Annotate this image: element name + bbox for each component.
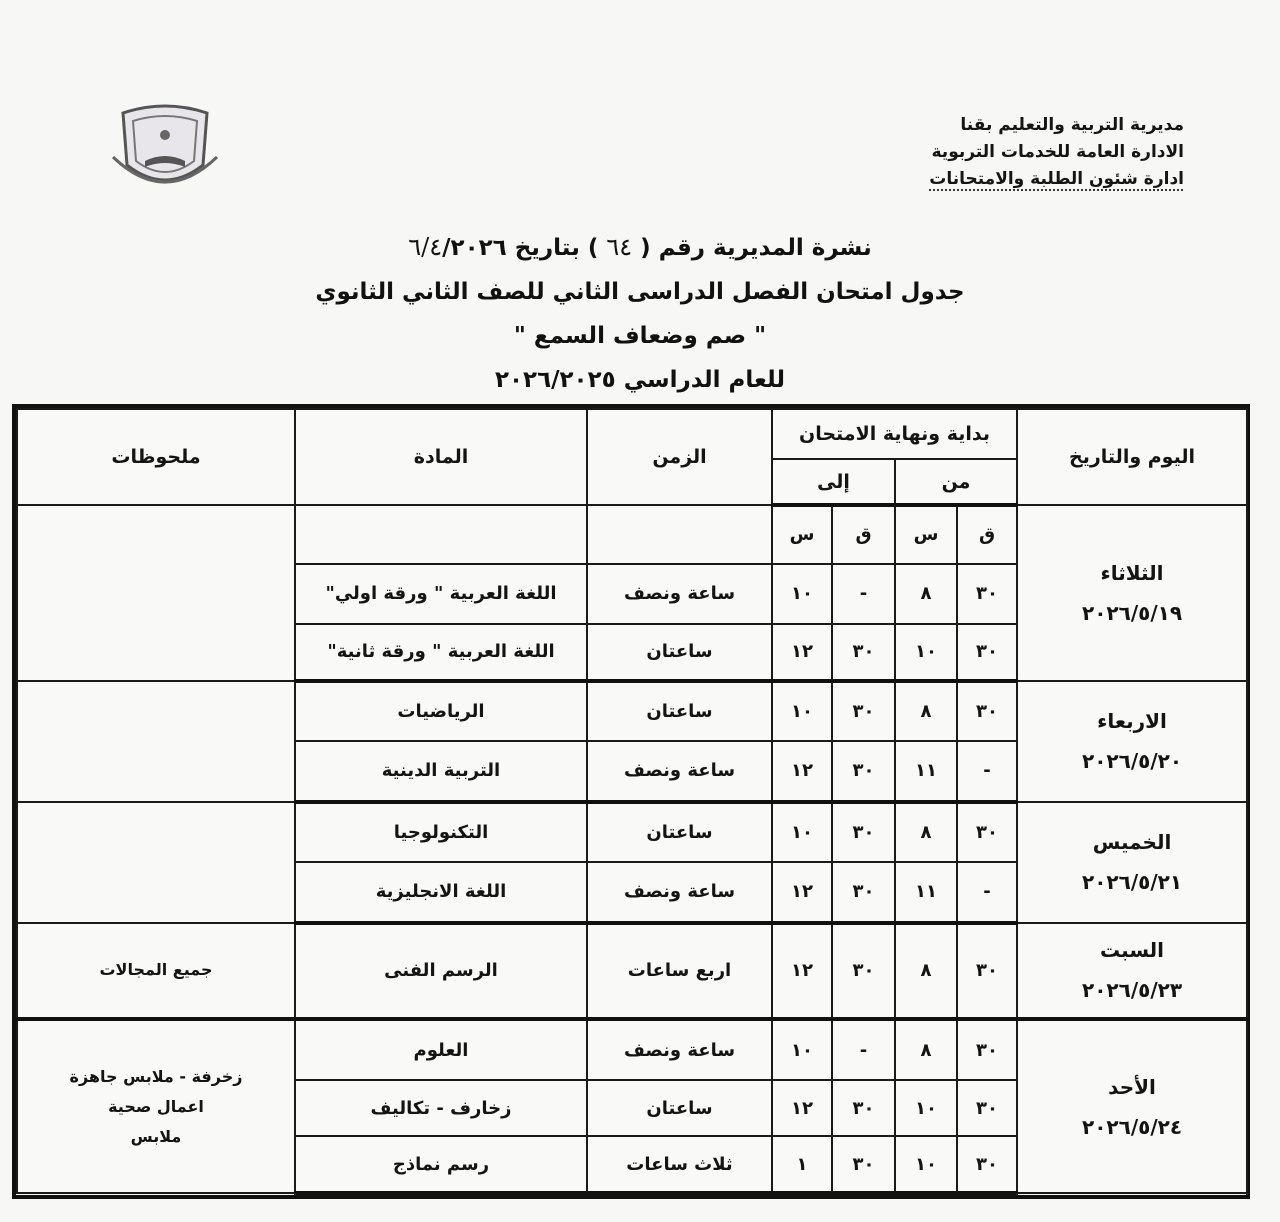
exam-duration: ساعة ونصف [587,862,772,923]
exam-date: ٢٠٢٦/٥/٢٠ [1081,749,1183,774]
exam-subject: زخارف - تكاليف [295,1080,587,1136]
from-hour: ٨ [895,681,957,742]
to-hour: ١٢ [772,923,832,1020]
exam-subject: اللغة العربية " ورقة اولي" [295,564,587,625]
to-minutes: ٣٠ [832,624,895,680]
header-day-date: اليوم والتاريخ [1017,409,1247,505]
from-minutes: ٣٠ [957,681,1017,742]
empty-cell [295,505,587,564]
org-line-directorate: مديرية التربية والتعليم بقنا [960,115,1184,135]
to-minutes: ٣٠ [832,862,895,923]
exam-duration: ساعتان [587,624,772,680]
to-minutes: ٣٠ [832,802,895,863]
to-hours-label: س [772,505,832,564]
note-text: ملابس [130,1126,182,1146]
exam-schedule-table [12,404,1250,1199]
bulletin-mid: ) بتاريخ [514,235,599,261]
day-date-cell [1017,505,1247,681]
to-minutes: - [832,564,895,625]
exam-duration: ساعة ونصف [587,1019,772,1080]
exam-subject: رسم نماذج [295,1136,587,1193]
day-date-cell [1017,802,1247,923]
from-hour: ١٠ [895,1080,957,1136]
bulletin-prefix: نشرة المديرية رقم ( [640,235,872,261]
schedule-title: جدول امتحان الفصل الدراسى الثاني للصف الثاني الثانوي [315,279,965,305]
day-name: الخميس [1092,830,1172,855]
day-date-cell [1017,681,1247,802]
ministry-seal-icon [105,95,225,205]
to-minutes: ٣٠ [832,681,895,742]
note-text: اعمال صحية [108,1096,204,1116]
from-minutes: - [957,741,1017,802]
to-minutes: - [832,1019,895,1080]
bulletin-number: ٦٤ [606,233,633,261]
units-row [17,505,1247,564]
notes-cell [17,923,295,1020]
from-hour: ٨ [895,564,957,625]
to-minutes: ٣٠ [832,923,895,1020]
day-name: الثلاثاء [1100,560,1164,585]
from-hours-label: س [895,505,957,564]
from-hour: ١١ [895,862,957,923]
schedule-subtitle: " صم وضعاف السمع " [513,323,767,349]
to-hour: ١٠ [772,564,832,625]
exam-duration: ساعة ونصف [587,741,772,802]
to-hour: ١٠ [772,681,832,742]
exam-subject: العلوم [295,1019,587,1080]
table-row [17,923,1247,1020]
exam-duration: ساعتان [587,802,772,863]
exam-duration: اربع ساعات [587,923,772,1020]
to-hour: ١٢ [772,1080,832,1136]
header-from: من [895,459,1017,505]
day-name: الاربعاء [1097,709,1167,734]
day-date-cell [1017,923,1247,1020]
exam-subject: التربية الدينية [295,741,587,802]
exam-duration: ساعة ونصف [587,564,772,625]
notes-cell [17,1019,295,1193]
header-notes: ملحوظات [17,409,295,505]
notes-cell [17,802,295,923]
table-row [17,681,1247,742]
to-minutes: ٣٠ [832,1080,895,1136]
exam-subject: الرسم الفنى [295,923,587,1020]
from-hour: ١٠ [895,1136,957,1193]
from-hour: ٨ [895,802,957,863]
exam-subject: الرياضيات [295,681,587,742]
exam-date: ٢٠٢٦/٥/٢٤ [1081,1114,1183,1139]
org-line-general-admin: الادارة العامة للخدمات التربوية [931,142,1184,162]
exam-date: ٢٠٢٦/٥/١٩ [1081,600,1183,625]
table-row [17,802,1247,863]
from-minutes: ٣٠ [957,624,1017,680]
org-header [929,112,1184,193]
from-hour: ٨ [895,923,957,1020]
header-subject: المادة [295,409,587,505]
table-row [17,1019,1247,1080]
exam-duration: ساعتان [587,1080,772,1136]
bulletin-date-handwritten: ٦/٤ [408,233,443,261]
to-hour: ١٠ [772,802,832,863]
exam-duration: ساعتان [587,681,772,742]
document-titles [260,225,1020,402]
header-duration: الزمن [587,409,772,505]
empty-cell [587,505,772,564]
header-exam-window: بداية ونهاية الامتحان [772,409,1017,459]
bulletin-line [260,225,1020,270]
from-hour: ١٠ [895,624,957,680]
from-hour: ١١ [895,741,957,802]
from-hour: ٨ [895,1019,957,1080]
day-name: السبت [1099,938,1165,963]
to-minutes: ٣٠ [832,1136,895,1193]
to-hour: ١٢ [772,862,832,923]
exam-subject: اللغة العربية " ورقة ثانية" [295,624,587,680]
to-minutes: ٣٠ [832,741,895,802]
from-minutes: ٣٠ [957,1080,1017,1136]
note-text: جميع المجالات [99,960,213,980]
to-hour: ١٠ [772,1019,832,1080]
org-line-exams-admin: ادارة شئون الطلبة والامتحانات [929,169,1184,189]
from-minutes: ٣٠ [957,802,1017,863]
day-name: الأحد [1108,1074,1156,1099]
note-text: زخرفة - ملابس جاهزة [69,1066,243,1086]
from-minutes: ٣٠ [957,1136,1017,1193]
exam-subject: التكنولوجيا [295,802,587,863]
exam-subject: اللغة الانجليزية [295,862,587,923]
to-hour: ١ [772,1136,832,1193]
from-minutes: ٣٠ [957,564,1017,625]
to-minutes-label: ق [832,505,895,564]
academic-year: للعام الدراسي ٢٠٢٦/٢٠٢٥ [494,367,786,393]
to-hour: ١٢ [772,624,832,680]
day-date-cell [1017,1019,1247,1193]
exam-date: ٢٠٢٦/٥/٢٣ [1081,978,1183,1003]
header-to: إلى [772,459,895,505]
exam-duration: ثلاث ساعات [587,1136,772,1193]
bulletin-date-year: /٢٠٢٦ [442,235,507,261]
notes-cell [17,505,295,681]
exam-date: ٢٠٢٦/٥/٢١ [1081,870,1183,895]
from-minutes: ٣٠ [957,1019,1017,1080]
to-hour: ١٢ [772,741,832,802]
notes-cell [17,681,295,802]
from-minutes: - [957,862,1017,923]
from-minutes: ٣٠ [957,923,1017,1020]
from-minutes-label: ق [957,505,1017,564]
